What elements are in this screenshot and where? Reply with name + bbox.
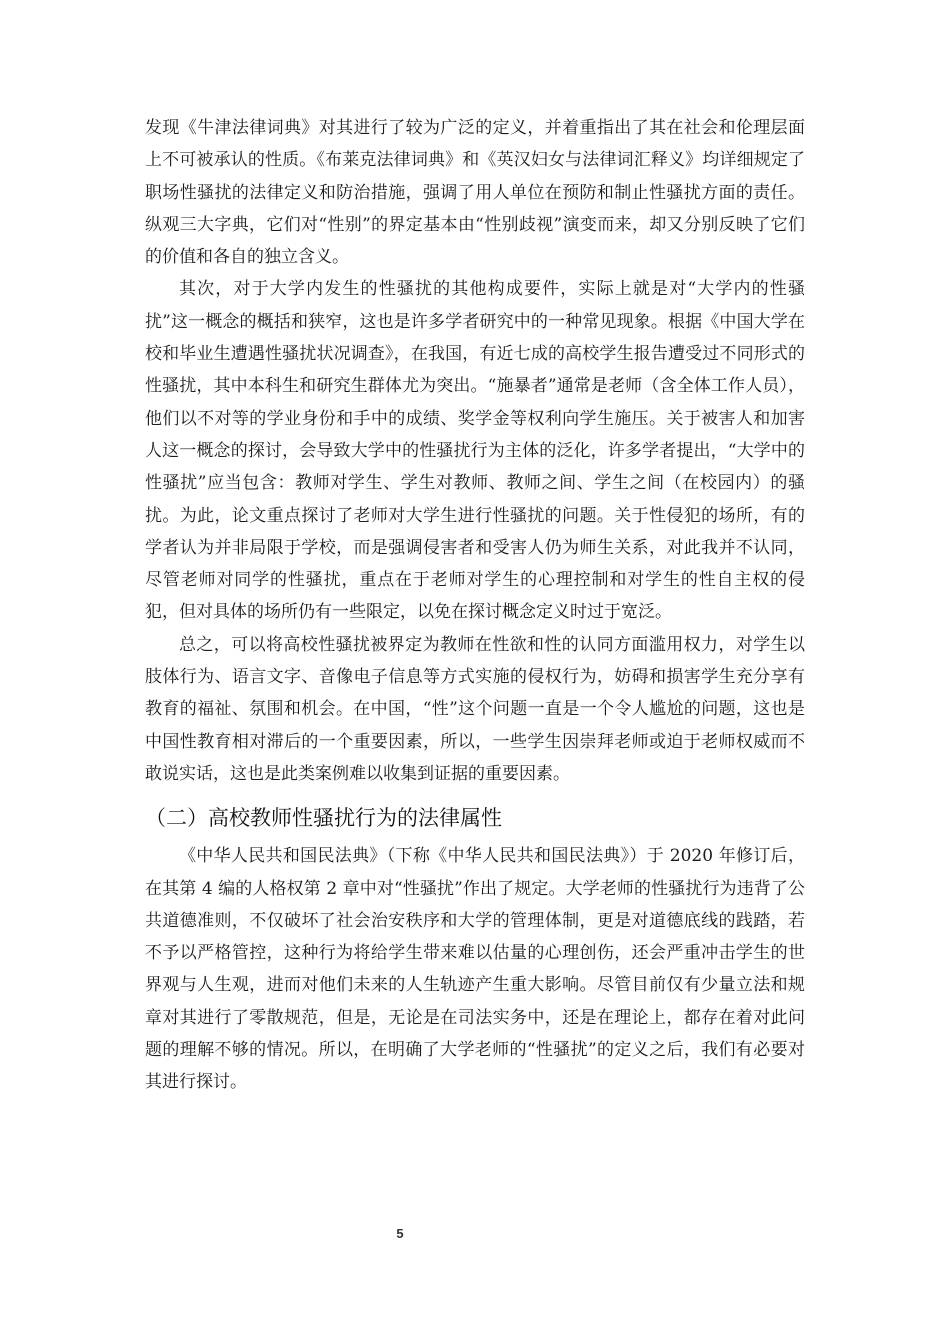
body-paragraph: 《中华人民共和国民法典》（下称《中华人民共和国民法典》）于 2020 年修订后，在其第 4 编的人格权第 2 章中对“性骚扰”作出了规定。大学老师的性骚扰行为违背了公共道德准则，不仅破坏了社会治安秩序和大学的管理体制，更是对道德底线的践踏，若不予以严格管控，这种行为将给学生带来难以估量的心理创伤，还会严重冲击学生的世界观与人生观，进而对他们未来的人生轨迹产生重大影响。尽管目前仅有少量立法和规章对其进行了零散规范，但是，无论是在司法实务中，还是在理论上，都存在着对此问题的理解不够的情况。所以，在明确了大学老师的“性骚扰”的定义之后，我们有必要对其进行探讨。 [145,846,805,1093]
document-body [145,112,805,1099]
body-paragraph: 总之，可以将高校性骚扰被界定为教师在性欲和性的认同方面滥用权力，对学生以肢体行为、语言文字、音像电子信息等方式实施的侵权行为，妨碍和损害学生充分享有教育的福祉、氛围和机会。在中国，“性”这个问题一直是一个令人尴尬的问题，这也是中国性教育相对滞后的一个重要因素，所以，一些学生因崇拜老师或迫于老师权威而不敢说实话，这也是此类案例难以收集到证据的重要因素。 [145,634,805,784]
page-number: 5 [396,1226,404,1241]
body-paragraph: 其次，对于大学内发生的性骚扰的其他构成要件，实际上就是对“大学内的性骚扰”这一概念的概括和狭窄，这也是许多学者研究中的一种常见现象。根据《中国大学在校和毕业生遭遇性骚扰状况调查》，在我国，有近七成的高校学生报告遭受过不同形式的性骚扰，其中本科生和研究生群体尤为突出。“施暴者”通常是老师（含全体工作人员），他们以不对等的学业身份和手中的成绩、奖学金等权利向学生施压。关于被害人和加害人这一概念的探讨，会导致大学中的性骚扰行为主体的泛化，许多学者提出，“大学中的性骚扰”应当包含：教师对学生、学生对教师、教师之间、学生之间（在校园内）的骚扰。为此，论文重点探讨了老师对大学生进行性骚扰的问题。关于性侵犯的场所，有的学者认为并非局限于学校，而是强调侵害者和受害人仍为师生关系，对此我并不认同，尽管老师对同学的性骚扰，重点在于老师对学生的心理控制和对学生的性自主权的侵犯，但对具体的场所仍有一些限定，以免在探讨概念定义时过于宽泛。 [145,279,805,623]
body-paragraph: 发现《牛津法律词典》对其进行了较为广泛的定义，并着重指出了其在社会和伦理层面上不可被承认的性质。《布莱克法律词典》和《英汉妇女与法律词汇释义》均详细规定了职场性骚扰的法律定义和防治措施，强调了用人单位在预防和制止性骚扰方面的责任。纵观三大字典，它们对“性别”的界定基本由“性别歧视”演变而来，却又分别反映了它们的价值和各自的独立含义。 [145,118,805,268]
section-heading: （二）高校教师性骚扰行为的法律属性 [145,806,502,831]
